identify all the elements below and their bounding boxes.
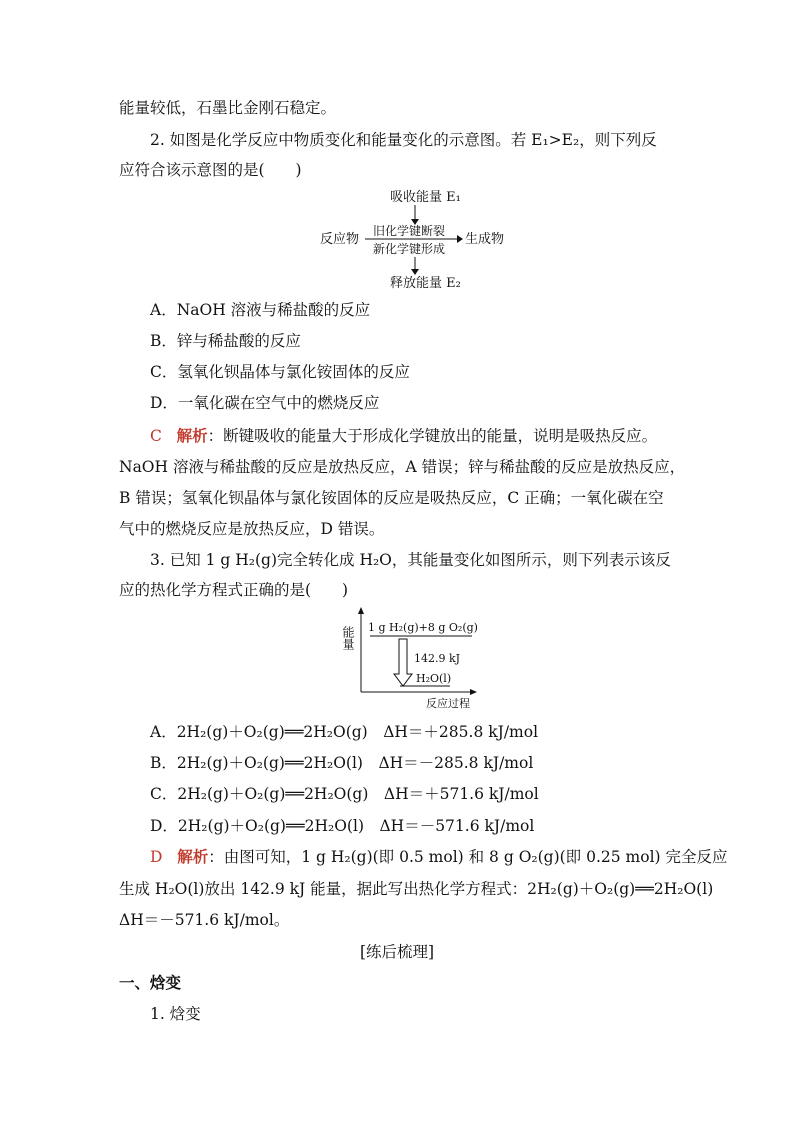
q2-diagram-bottom: 释放能量 E₂ bbox=[390, 276, 461, 290]
q2-answer: C bbox=[150, 427, 162, 445]
subheading-1: 一、焓变 bbox=[119, 973, 182, 992]
q2-diagram-mid-top: 旧化学键断裂 bbox=[373, 224, 446, 238]
q2-diagram-right: 生成物 bbox=[465, 232, 505, 247]
q2-option-d: D．一氧化碳在空气中的燃烧反应 bbox=[150, 394, 380, 412]
q2-stem-line-2: 应符合该示意图的是( ) bbox=[119, 161, 302, 179]
q2-diagram-top: 吸收能量 E₁ bbox=[390, 190, 461, 205]
q2-diagram-left: 反应物 bbox=[320, 232, 360, 247]
q3-answer: D bbox=[150, 848, 163, 866]
q2-analysis-text-1: ：断键吸收的能量大于形成化学键放出的能量，说明是吸热反应。 bbox=[207, 427, 658, 445]
q2-energy-diagram bbox=[310, 185, 530, 290]
q3-stem-line-2: 应的热化学方程式正确的是( ) bbox=[119, 581, 349, 599]
q3-option-c: C．2H₂(g)＋O₂(g)══2H₂O(g) ΔH＝＋571.6 kJ/mol bbox=[150, 785, 539, 803]
q2-option-c: C．氢氧化钡晶体与氯化铵固体的反应 bbox=[150, 363, 410, 381]
paragraph-continuation: 能量较低，石墨比金刚石稳定。 bbox=[119, 99, 337, 117]
q3-y-axis-label: 能量 bbox=[341, 626, 355, 650]
q2-analysis-line-4: 气中的燃烧反应是放热反应，D 错误。 bbox=[119, 520, 385, 538]
q3-analysis-text-1: ：由图可知，1 g H₂(g)(即 0.5 mol) 和 8 g O₂(g)(即 0.25 mol) 完全反应 bbox=[208, 848, 728, 866]
section-heading: [练后梳理] bbox=[359, 943, 435, 961]
q3-delta-label: 142.9 kJ bbox=[414, 652, 461, 665]
q3-option-b: B．2H₂(g)＋O₂(g)══2H₂O(l) ΔH＝－285.8 kJ/mol bbox=[150, 754, 534, 772]
q3-option-a: A．2H₂(g)＋O₂(g)══2H₂O(g) ΔH＝＋285.8 kJ/mol bbox=[150, 723, 539, 741]
subheading-2: 1. 焓变 bbox=[150, 1005, 201, 1023]
q3-energy-diagram bbox=[340, 606, 490, 711]
q3-analysis-line-2: 生成 H₂O(l)放出 142.9 kJ 能量，据此写出热化学方程式：2H₂(g)＋O₂(g)══2H₂O(l) bbox=[119, 880, 714, 898]
q3-analysis-label: 解析 bbox=[177, 847, 209, 866]
q2-analysis-line-2: NaOH 溶液与稀盐酸的反应是放热反应，A 错误；锌与稀盐酸的反应是放热反应， bbox=[119, 458, 686, 476]
q2-analysis-label: 解析 bbox=[176, 426, 208, 445]
q2-diagram-mid-bottom: 新化学键形成 bbox=[373, 242, 446, 256]
q3-x-axis-label: 反应过程 bbox=[426, 697, 470, 710]
q3-upper-level-label: 1 g H₂(g)+8 g O₂(g) bbox=[368, 621, 478, 634]
q2-analysis-line-3: B 错误；氢氧化钡晶体与氯化铵固体的反应是吸热反应，C 正确；一氧化碳在空 bbox=[119, 489, 664, 507]
q2-option-b: B．锌与稀盐酸的反应 bbox=[150, 332, 301, 350]
q2-analysis-line-1 bbox=[150, 426, 657, 446]
q2-stem-line-1: 2. 如图是化学反应中物质变化和能量变化的示意图。若 E₁>E₂，则下列反 bbox=[150, 131, 657, 149]
q2-option-a: A．NaOH 溶液与稀盐酸的反应 bbox=[150, 301, 371, 319]
q3-lower-level-label: H₂O(l) bbox=[416, 672, 452, 685]
q3-analysis-line-3: ΔH＝－571.6 kJ/mol。 bbox=[119, 911, 290, 929]
q3-analysis-line-1 bbox=[150, 847, 728, 867]
q3-option-d: D．2H₂(g)＋O₂(g)══2H₂O(l) ΔH＝－571.6 kJ/mol bbox=[150, 817, 535, 835]
q3-stem-line-1: 3. 已知 1 g H₂(g)完全转化成 H₂O，其能量变化如图所示，则下列表示该反 bbox=[150, 551, 671, 569]
